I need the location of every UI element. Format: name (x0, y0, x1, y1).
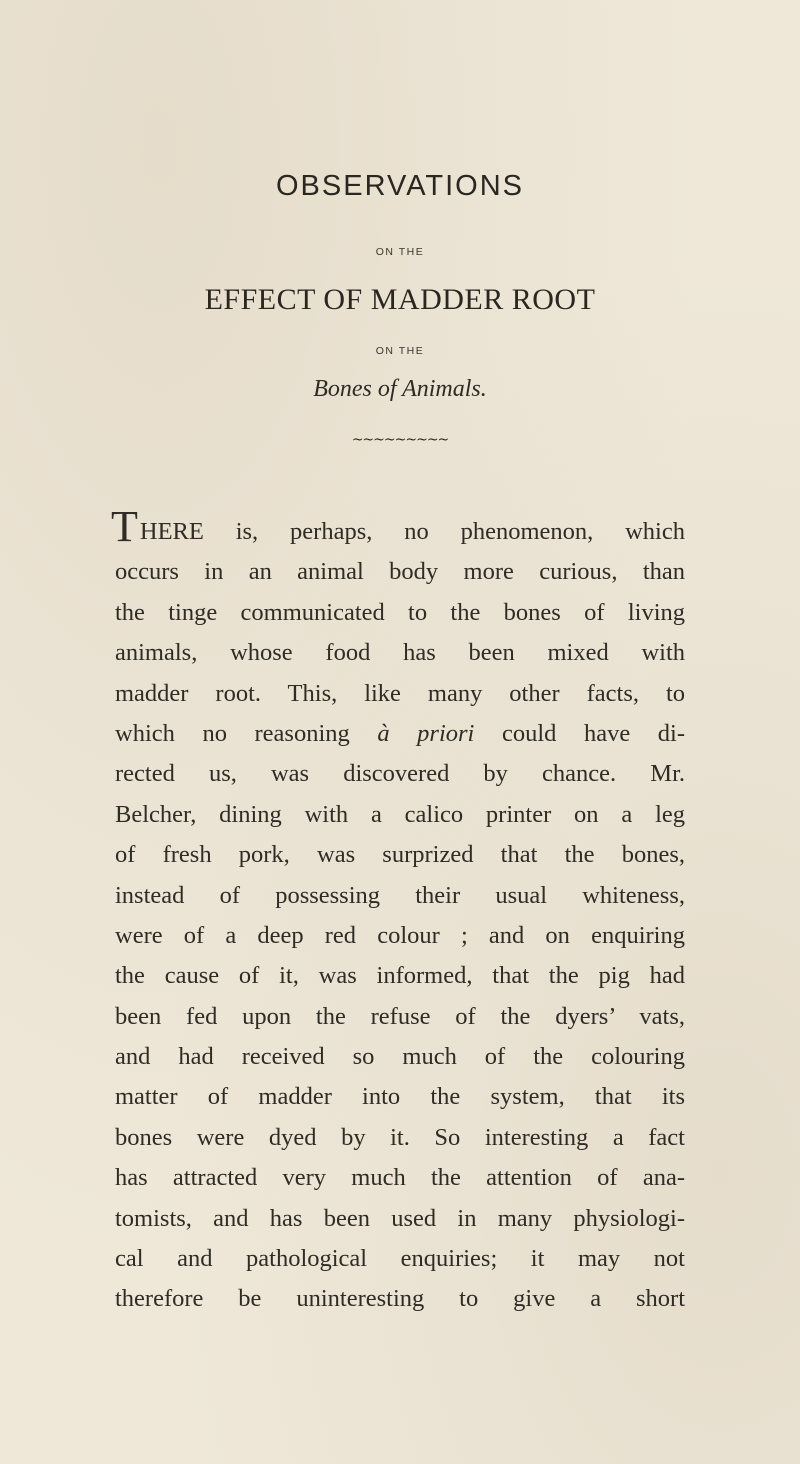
italic-phrase: à priori (377, 719, 475, 747)
text-line: instead of possessing their usual whiteness, (115, 881, 685, 909)
text-line: THERE is, perhaps, no phenomenon, which (111, 502, 685, 551)
text-line: cal and pathological enquiries; it may not (115, 1245, 685, 1273)
text-line: therefore be uninteresting to give a short (115, 1285, 685, 1313)
connector-text-2: ON THE (375, 345, 425, 357)
text-line: occurs in an animal body more curious, than (115, 558, 685, 586)
page-title: OBSERVATIONS (276, 170, 524, 202)
text-line: the tinge communicated to the bones of living (115, 598, 685, 626)
text-line: animals, whose food has been mixed with (115, 639, 685, 667)
drop-cap: T (111, 502, 138, 551)
italic-title: Bones of Animals. (313, 376, 487, 402)
subtitle: EFFECT OF MADDER ROOT (204, 283, 596, 316)
body-paragraph (111, 502, 685, 1320)
text-line: rected us, was discovered by chance. Mr. (115, 760, 685, 788)
ornament-divider: ~~~~~~~~~ (351, 432, 449, 448)
text-line: of fresh pork, was surprized that the bones, (115, 841, 685, 869)
text-line: Belcher, dining with a calico printer on a leg (115, 800, 685, 828)
text-line: and had received so much of the colouring (115, 1043, 685, 1071)
text-line: tomists, and has been used in many physiologi- (115, 1204, 685, 1232)
text-line: matter of madder into the system, that its (115, 1083, 685, 1111)
text-line: which no reasoning à priori could have di- (115, 719, 685, 747)
text-line: the cause of it, was informed, that the pig had (115, 962, 685, 990)
text-line: been fed upon the refuse of the dyers’ vats, (115, 1002, 685, 1030)
text-line: madder root. This, like many other facts, to (115, 679, 685, 707)
connector-text-1: ON THE (375, 246, 425, 258)
text-line: were of a deep red colour ; and on enquiring (115, 921, 685, 949)
text-line: has attracted very much the attention of ana- (115, 1164, 685, 1192)
text-line: bones were dyed by it. So interesting a fact (115, 1123, 685, 1151)
